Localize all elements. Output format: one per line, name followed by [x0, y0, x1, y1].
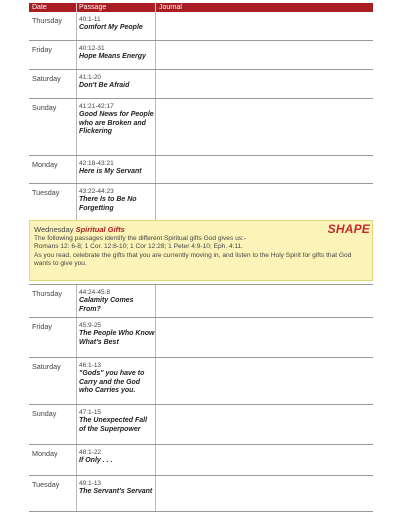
row-passage	[76, 285, 155, 317]
journal-cell[interactable]	[155, 285, 373, 317]
passage-ref: 42:18-43:21	[79, 160, 114, 167]
shape-references: Romans 12: 6-8; 1 Cor. 12:8-10; 1 Cor 12:28; 1 Peter 4:9-10; Eph. 4:11.	[34, 243, 244, 251]
passage-title: If Only . . .	[79, 457, 113, 464]
row-passage	[76, 41, 155, 69]
table-row	[29, 405, 373, 445]
passage-ref: 40:1-11	[79, 16, 101, 23]
header-passage: Passage	[76, 3, 155, 12]
journal-cell[interactable]	[155, 41, 373, 69]
passage-title: Calamity Comes From?	[79, 297, 134, 313]
row-day: Thursday	[32, 16, 62, 25]
row-passage	[76, 12, 155, 40]
table-row	[29, 318, 373, 358]
row-passage	[76, 156, 155, 183]
shape-logo: SHAPE	[327, 222, 370, 236]
table-row	[29, 476, 373, 512]
passage-title: Comfort My People	[79, 24, 143, 31]
journal-cell[interactable]	[155, 99, 373, 155]
table-row	[29, 184, 373, 221]
row-day: Monday	[32, 449, 58, 458]
row-day: Thursday	[32, 289, 62, 298]
row-passage	[76, 405, 155, 444]
row-day: Friday	[32, 45, 52, 54]
passage-ref: 41:21-42:17	[79, 103, 114, 110]
row-passage	[76, 99, 155, 155]
journal-cell[interactable]	[155, 358, 373, 404]
passage-title: Don't Be Afraid	[79, 82, 130, 89]
row-day: Sunday	[32, 409, 57, 418]
journal-cell[interactable]	[155, 184, 373, 221]
passage-ref: 44:24-45:8	[79, 289, 111, 296]
shape-heading	[34, 225, 369, 235]
table-row	[29, 70, 373, 99]
shape-day: Wednesday	[34, 225, 74, 234]
row-passage	[76, 70, 155, 98]
row-day: Saturday	[32, 362, 61, 371]
row-passage	[76, 445, 155, 475]
passage-title: "Gods" you have to Carry and the God who Carries you.	[79, 370, 145, 394]
passage-ref: 40:12-31	[79, 45, 105, 52]
passage-title: Here is My Servant	[79, 168, 142, 175]
row-passage	[76, 318, 155, 357]
row-passage	[76, 476, 155, 511]
passage-title: Good News for People who are Broken and Flickering	[79, 111, 154, 135]
passage-title: The Servant's Servant	[79, 488, 153, 495]
passage-ref: 48:1-22	[79, 449, 102, 456]
passage-ref: 46:1-13	[79, 362, 102, 369]
row-day: Tuesday	[32, 188, 60, 197]
journal-cell[interactable]	[155, 12, 373, 40]
journal-cell[interactable]	[155, 445, 373, 475]
row-day: Saturday	[32, 74, 61, 83]
row-passage	[76, 358, 155, 404]
header-date: Date	[32, 4, 47, 11]
journal-cell[interactable]	[155, 318, 373, 357]
reading-plan-table-top	[29, 3, 373, 221]
journal-cell[interactable]	[155, 70, 373, 98]
passage-title: The Unexpected Fall of the Superpower	[79, 417, 148, 433]
passage-title: Hope Means Energy	[79, 53, 146, 60]
shape-intro: The following passages identify the different Spiritual gifts God gives us:-	[34, 235, 247, 242]
table-row	[29, 12, 373, 41]
journal-cell[interactable]	[155, 476, 373, 511]
passage-title: The People Who Know What's Best	[79, 330, 155, 346]
shape-instruction: As you read, celebrate the gifts that you are currently moving in, and listen to the Holy Spirit for gifts that God wants to give you.	[34, 251, 352, 268]
row-day: Friday	[32, 322, 52, 331]
row-day: Sunday	[32, 103, 57, 112]
shape-callout	[29, 220, 373, 281]
table-row	[29, 41, 373, 70]
row-day: Tuesday	[32, 480, 60, 489]
journal-cell[interactable]	[155, 156, 373, 183]
journal-cell[interactable]	[155, 405, 373, 444]
table-row	[29, 358, 373, 405]
passage-ref: 45:9-25	[79, 322, 102, 329]
table-header	[29, 3, 373, 12]
header-journal: Journal	[155, 3, 373, 12]
passage-ref: 43:22-44:23	[79, 188, 114, 195]
table-row	[29, 156, 373, 184]
passage-ref: 49:1-13	[79, 480, 102, 487]
passage-title: There Is to Be No Forgetting	[79, 196, 137, 212]
row-passage	[76, 184, 155, 221]
table-row	[29, 284, 373, 318]
table-row	[29, 99, 373, 156]
passage-ref: 41:1-20	[79, 74, 102, 81]
shape-title: Spiritual Gifts	[75, 225, 125, 234]
reading-plan-table-bottom	[29, 284, 373, 512]
passage-ref: 47:1-15	[79, 409, 102, 416]
table-row	[29, 445, 373, 476]
row-day: Monday	[32, 160, 58, 169]
